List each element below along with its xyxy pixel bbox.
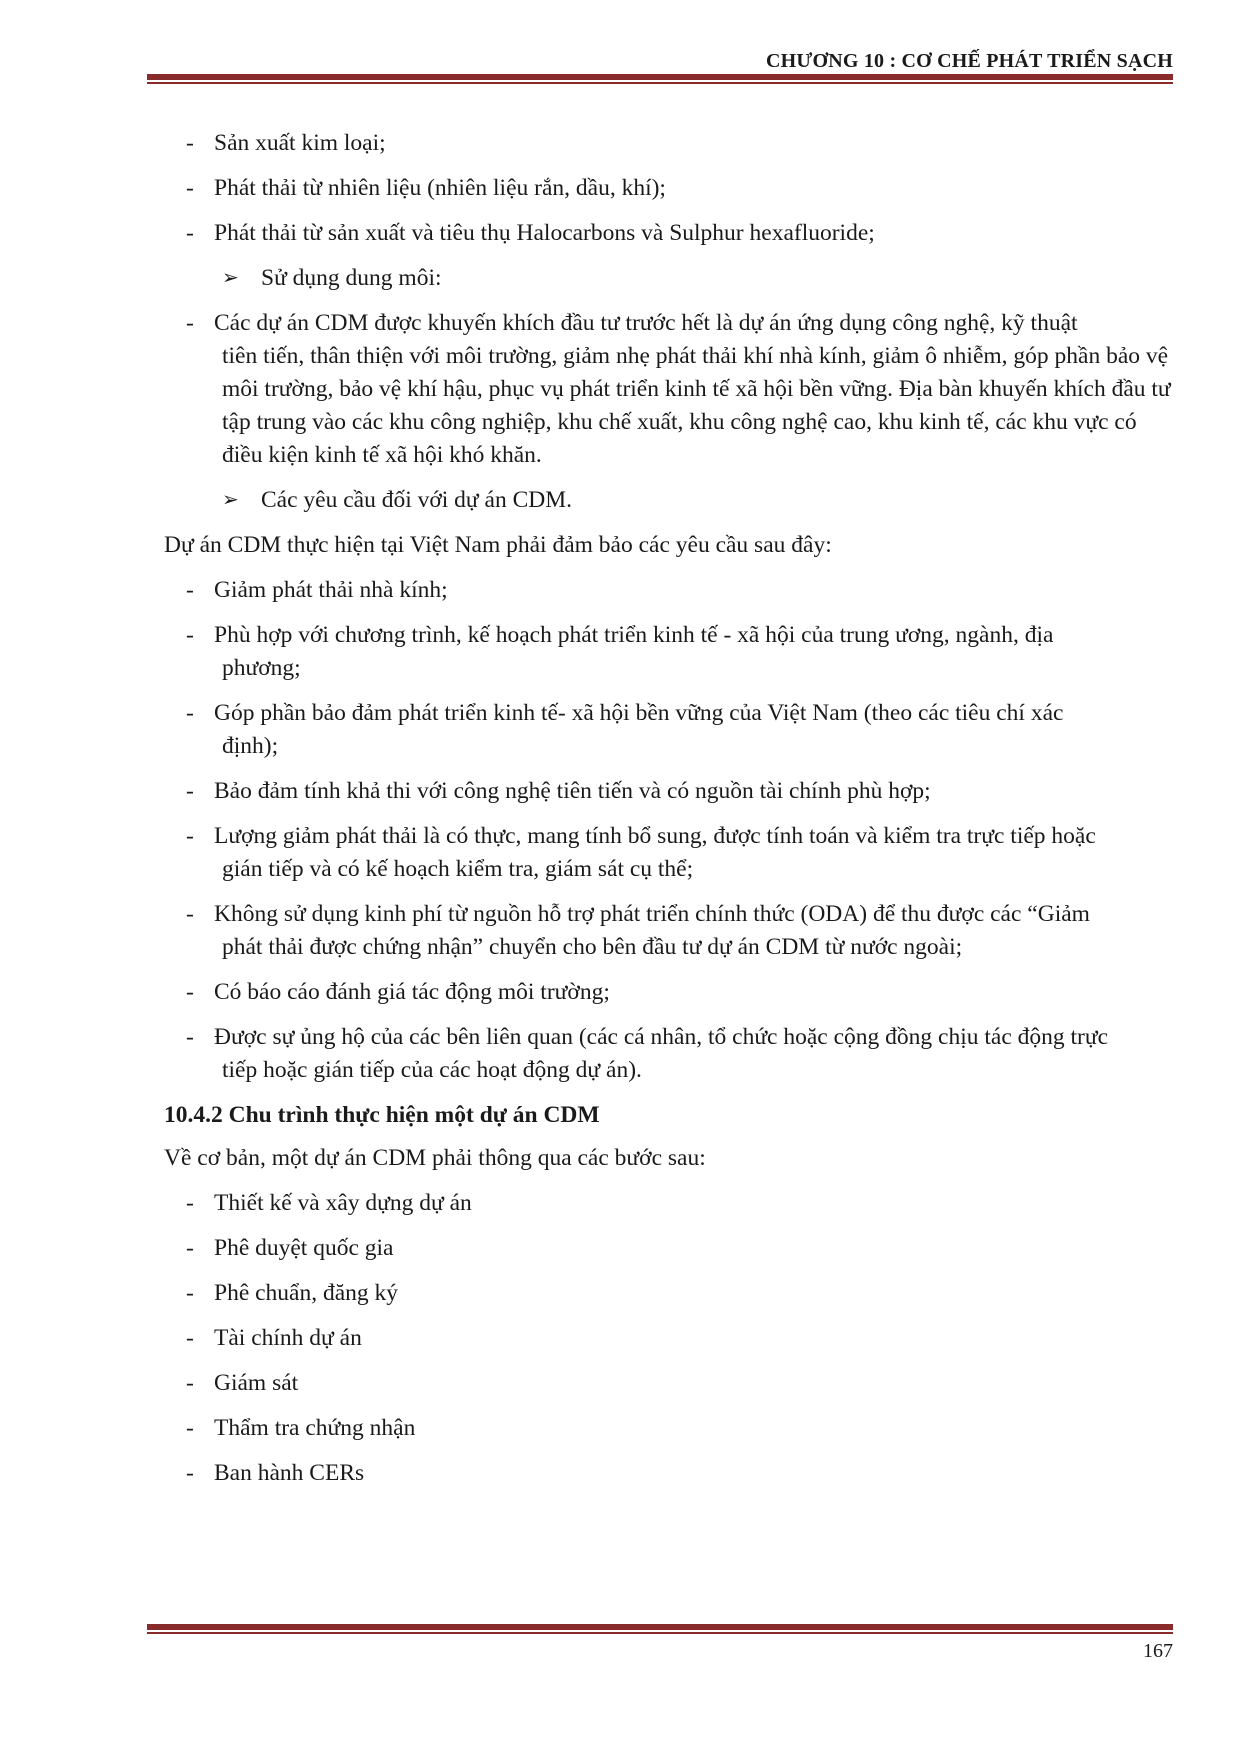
cycle-steps-list	[186, 1187, 1176, 1490]
list-item: - Sản xuất kim loại;	[186, 127, 1176, 160]
list-item: - Giám sát	[186, 1367, 1176, 1400]
list-item: - Tài chính dự án	[186, 1322, 1176, 1355]
list-item: - Lượng giảm phát thải là có thực, mang tính bổ sung, được tính toán và kiểm tra trực tiếp hoặc gián tiếp và có kế hoạch kiểm tra, giám sát cụ thể;	[186, 820, 1176, 886]
footer-rule-thick	[147, 1624, 1173, 1630]
list-item: - Có báo cáo đánh giá tác động môi trường;	[186, 976, 1176, 1009]
dash-bullet: -	[186, 175, 194, 201]
section-heading: 10.4.2 Chu trình thực hiện một dự án CDM	[164, 1102, 600, 1128]
arrow-bullet-icon: ➢	[222, 489, 239, 511]
dash-bullet: -	[186, 130, 194, 156]
list-item: - Phát thải từ nhiên liệu (nhiên liệu rắn, dầu, khí);	[186, 172, 1176, 205]
list-item: - Giảm phát thải nhà kính;	[186, 574, 1176, 607]
dash-bullet: -	[186, 310, 194, 336]
list-item: - Phê duyệt quốc gia	[186, 1232, 1176, 1265]
dash-bullet: -	[186, 1460, 194, 1486]
dash-bullet: -	[186, 1415, 194, 1441]
arrow-item-requirements: ➢ Các yêu cầu đối với dự án CDM.	[186, 484, 1176, 517]
list-item: - Bảo đảm tính khả thi với công nghệ tiên tiến và có nguồn tài chính phù hợp;	[186, 775, 1176, 808]
dash-bullet: -	[186, 1235, 194, 1261]
dash-bullet: -	[186, 901, 194, 927]
dash-bullet: -	[186, 778, 194, 804]
list-item: - Phê chuẩn, đăng ký	[186, 1277, 1176, 1310]
list-emission-sources	[186, 127, 1176, 250]
list-item: - Phù hợp với chương trình, kế hoạch phát triển kinh tế - xã hội của trung ương, ngành, địa phương;	[186, 619, 1176, 685]
arrow-item-solvent: ➢ Sử dụng dung môi:	[186, 262, 1176, 295]
list-item: - Thẩm tra chứng nhận	[186, 1412, 1176, 1445]
dash-bullet: -	[186, 577, 194, 603]
dash-bullet: -	[186, 1280, 194, 1306]
list-item: - Phát thải từ sản xuất và tiêu thụ Halocarbons và Sulphur hexafluoride;	[186, 217, 1176, 250]
page-body	[164, 127, 1176, 1502]
page-number: 167	[1143, 1640, 1173, 1662]
dash-bullet: -	[186, 823, 194, 849]
cycle-intro: Về cơ bản, một dự án CDM phải thông qua các bước sau:	[164, 1145, 706, 1171]
header-rule-thin	[147, 82, 1173, 84]
dash-bullet: -	[186, 1370, 194, 1396]
requirements-list	[186, 574, 1176, 1087]
dash-bullet: -	[186, 622, 194, 648]
dash-bullet: -	[186, 1325, 194, 1351]
list-item: - Góp phần bảo đảm phát triển kinh tế- xã hội bền vững của Việt Nam (theo các tiêu chí xác định);	[186, 697, 1176, 763]
list-item: - Được sự ủng hộ của các bên liên quan (các cá nhân, tổ chức hoặc cộng đồng chịu tác động trực tiếp hoặc gián tiếp của các hoạt động dự án).	[186, 1021, 1176, 1087]
requirements-intro: Dự án CDM thực hiện tại Việt Nam phải đảm bảo các yêu cầu sau đây:	[164, 532, 832, 558]
header-rule-thick	[147, 74, 1173, 80]
dash-bullet: -	[186, 979, 194, 1005]
dash-bullet: -	[186, 1024, 194, 1050]
dash-bullet: -	[186, 700, 194, 726]
list-item: - Thiết kế và xây dựng dự án	[186, 1187, 1176, 1220]
chapter-title: CHƯƠNG 10 : CƠ CHẾ PHÁT TRIỂN SẠCH	[765, 50, 1173, 72]
cdm-encouraged-paragraph: - Các dự án CDM được khuyến khích đầu tư trước hết là dự án ứng dụng công nghệ, kỹ thuật tiên tiến, thân thiện với môi trường, giảm nhẹ phát thải khí nhà kính, giảm ô nhiễm, góp phần bảo vệ môi trường, bảo vệ khí hậu, phục vụ phát triển kinh tế xã hội bền vững. Địa bàn khuyến khích đầu tư tập trung vào các khu công nghiệp, khu chế xuất, khu công nghệ cao, khu kinh tế, các khu vực có điều kiện kinh tế xã hội khó khăn.	[186, 307, 1176, 472]
list-item: - Không sử dụng kinh phí từ nguồn hỗ trợ phát triển chính thức (ODA) để thu được các “Giảm phát thải được chứng nhận” chuyển cho bên đầu tư dự án CDM từ nước ngoài;	[186, 898, 1176, 964]
arrow-bullet-icon: ➢	[222, 267, 239, 289]
dash-bullet: -	[186, 220, 194, 246]
list-item: - Ban hành CERs	[186, 1457, 1176, 1490]
footer-rule-thin	[147, 1632, 1173, 1634]
dash-bullet: -	[186, 1190, 194, 1216]
